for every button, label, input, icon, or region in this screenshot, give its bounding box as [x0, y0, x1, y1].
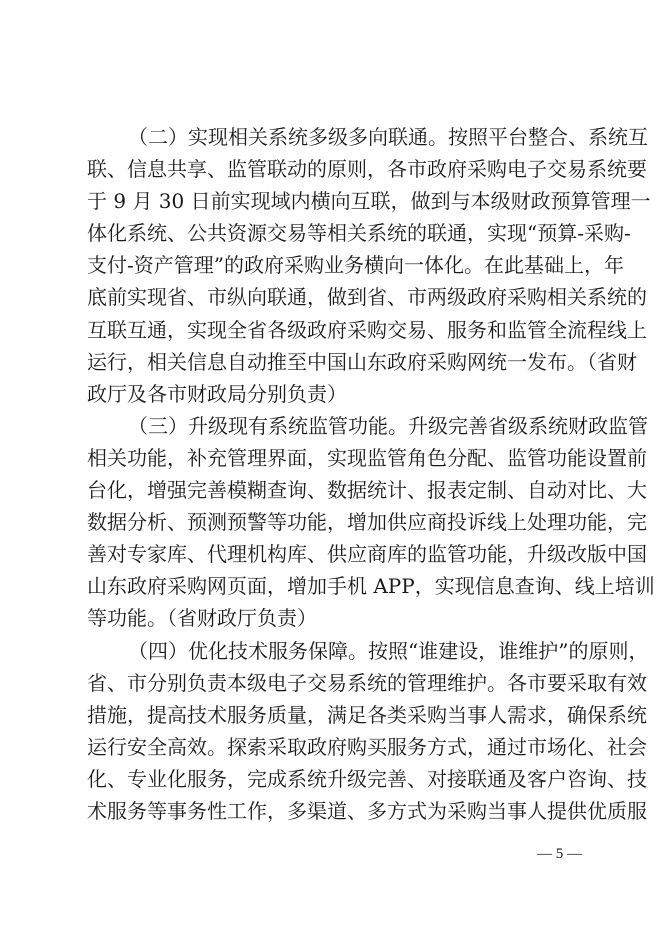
text-line: 数据分析、预测预警等功能，增加供应商投诉线上处理功能，完: [87, 510, 647, 535]
paragraph-3: [87, 410, 655, 635]
text-line: 支付-资产管理”的政府采购业务横向一体化。在此基础上，年: [87, 253, 624, 278]
text-line: 台化，增强完善模糊查询、数据统计、报表定制、自动对比、大: [87, 478, 647, 503]
text-line: 措施，提高技术服务质量，满足各类采购当事人需求，确保系统: [87, 702, 647, 727]
text-line: 于 9 月 30 日前实现域内横向互联，做到与本级财政预算管理一: [87, 189, 651, 214]
text-line: 运行安全高效。探索采取政府购买服务方式，通过市场化、社会: [87, 734, 647, 759]
document-body: [87, 121, 655, 827]
text-line: 互联互通，实现全省各级政府采购交易、服务和监管全流程线上: [87, 317, 647, 342]
text-line: （三）升级现有系统监管功能。升级完善省级系统财政监管: [128, 413, 648, 438]
text-line: 术服务等事务性工作，多渠道、多方式为采购当事人提供优质服: [87, 798, 647, 823]
text-line: 相关功能，补充管理界面，实现监管角色分配、监管功能设置前: [87, 445, 647, 470]
text-line: 善对专家库、代理机构库、供应商库的监管功能，升级改版中国: [87, 542, 647, 567]
paragraph-2: [87, 121, 651, 410]
text-line: 省、市分别负责本级电子交易系统的管理维护。各市要采取有效: [87, 670, 647, 695]
text-line: 化、专业化服务，完成系统升级完善、对接联通及客户咨询、技: [87, 766, 647, 791]
text-line: （二）实现相关系统多级多向联通。按照平台整合、系统互: [128, 125, 648, 149]
text-line: 底前实现省、市纵向联通，做到省、市两级政府采购相关系统的: [87, 285, 647, 310]
text-line: 山东政府采购网页面，增加手机 APP，实现信息查询、线上培训: [87, 574, 655, 599]
text-line: 联、信息共享、监管联动的原则，各市政府采购电子交易系统要: [87, 157, 647, 182]
page-number: — 5 —: [537, 846, 582, 862]
text-line: 政厅及各市财政局分别负责）: [87, 381, 347, 406]
text-line: 运行，相关信息自动推至中国山东政府采购网统一发布。（省财: [87, 349, 637, 374]
text-line: 等功能。（省财政厅负责）: [87, 606, 317, 631]
text-line: 体化系统、公共资源交易等相关系统的联通，实现“预算-采购-: [87, 221, 631, 246]
paragraph-4: [87, 635, 649, 828]
text-line: （四）优化技术服务保障。按照“谁建设，谁维护”的原则，: [128, 638, 649, 663]
